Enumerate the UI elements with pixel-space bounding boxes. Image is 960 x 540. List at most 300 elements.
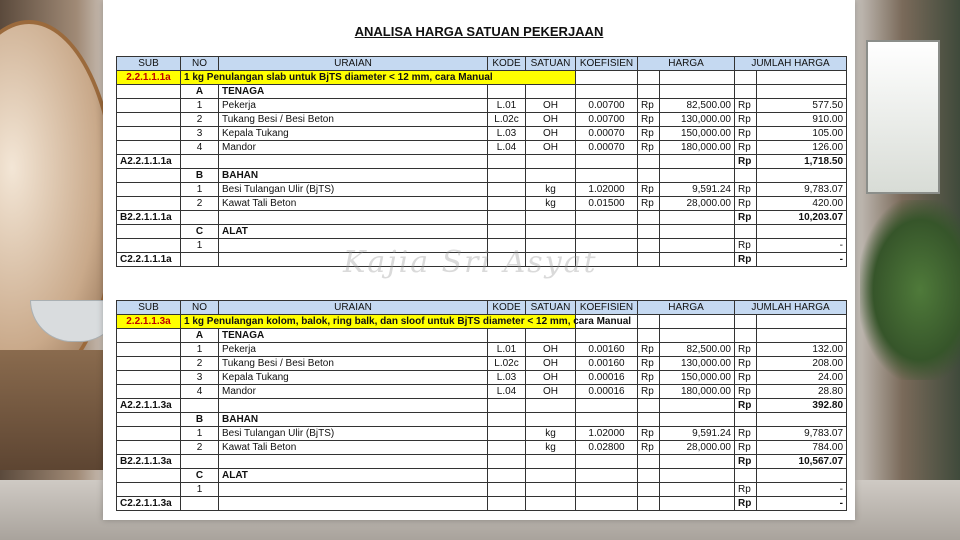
column-header: HARGA	[638, 301, 735, 315]
empty-cell	[735, 71, 757, 85]
row-unit: kg	[526, 183, 576, 197]
subtotal-code: C2.2.1.1.1a	[117, 253, 181, 267]
empty-cell	[660, 315, 735, 329]
empty-cell	[488, 469, 526, 483]
row-code: L.04	[488, 385, 526, 399]
row-total: 9,783.07	[757, 427, 847, 441]
row-description: Pekerja	[219, 99, 488, 113]
row-unit: OH	[526, 99, 576, 113]
subtotal-currency: Rp	[735, 497, 757, 511]
row-code: L.03	[488, 127, 526, 141]
subtotal-row	[117, 497, 847, 511]
column-header: NO	[181, 57, 219, 71]
block-description: 1 kg Penulangan slab untuk BjTS diameter < 12 mm, cara Manual	[181, 71, 576, 85]
header-row	[117, 301, 847, 315]
row-price-currency: Rp	[638, 357, 660, 371]
empty-cell	[117, 357, 181, 371]
subtotal-currency: Rp	[735, 399, 757, 413]
empty-cell	[757, 329, 847, 343]
row-description: Kepala Tukang	[219, 371, 488, 385]
empty-cell	[638, 455, 660, 469]
empty-cell	[526, 211, 576, 225]
column-header: URAIAN	[219, 57, 488, 71]
row-coefficient: 0.00016	[576, 385, 638, 399]
empty-cell	[526, 253, 576, 267]
section-row	[117, 225, 847, 239]
table-row	[117, 127, 847, 141]
empty-cell	[488, 455, 526, 469]
row-total: 910.00	[757, 113, 847, 127]
column-header: SATUAN	[526, 57, 576, 71]
row-number: 3	[181, 371, 219, 385]
empty-cell	[576, 225, 638, 239]
background-window	[866, 40, 940, 194]
row-coefficient: 0.02800	[576, 441, 638, 455]
row-price	[660, 483, 735, 497]
subtotal-value: 1,718.50	[757, 155, 847, 169]
subtotal-currency: Rp	[735, 253, 757, 267]
empty-cell	[219, 155, 488, 169]
table-row	[117, 357, 847, 371]
empty-cell	[181, 155, 219, 169]
empty-cell	[638, 155, 660, 169]
block-description: 1 kg Penulangan kolom, balok, ring balk, dan sloof untuk BjTS diameter < 12 mm, cara Manual	[181, 315, 576, 329]
empty-cell	[576, 497, 638, 511]
empty-cell	[757, 413, 847, 427]
row-price: 28,000.00	[660, 441, 735, 455]
empty-cell	[526, 85, 576, 99]
empty-cell	[660, 329, 735, 343]
table-row	[117, 343, 847, 357]
row-unit	[526, 483, 576, 497]
empty-cell	[488, 413, 526, 427]
row-coefficient: 0.00160	[576, 343, 638, 357]
empty-cell	[757, 169, 847, 183]
empty-cell	[117, 427, 181, 441]
empty-cell	[526, 497, 576, 511]
empty-cell	[735, 225, 757, 239]
row-number: 1	[181, 183, 219, 197]
subtotal-code: C2.2.1.1.3a	[117, 497, 181, 511]
row-total-currency: Rp	[735, 127, 757, 141]
empty-cell	[117, 183, 181, 197]
row-price-currency: Rp	[638, 141, 660, 155]
row-price-currency: Rp	[638, 371, 660, 385]
row-price-currency	[638, 239, 660, 253]
row-price: 82,500.00	[660, 343, 735, 357]
row-price: 150,000.00	[660, 127, 735, 141]
empty-cell	[117, 141, 181, 155]
section-letter: C	[181, 225, 219, 239]
row-coefficient: 0.00700	[576, 99, 638, 113]
section-name: ALAT	[219, 225, 488, 239]
row-description: Kawat Tali Beton	[219, 441, 488, 455]
row-code	[488, 239, 526, 253]
row-coefficient: 0.00070	[576, 141, 638, 155]
empty-cell	[576, 413, 638, 427]
empty-cell	[181, 399, 219, 413]
row-number: 2	[181, 441, 219, 455]
row-price: 28,000.00	[660, 197, 735, 211]
row-total-currency: Rp	[735, 371, 757, 385]
row-unit: OH	[526, 343, 576, 357]
page-title-text: ANALISA HARGA SATUAN PEKERJAAN	[354, 24, 604, 39]
column-header: JUMLAH HARGA	[735, 57, 847, 71]
empty-cell	[117, 371, 181, 385]
row-price-currency	[638, 483, 660, 497]
row-description: Kawat Tali Beton	[219, 197, 488, 211]
row-price	[660, 239, 735, 253]
column-header: NO	[181, 301, 219, 315]
empty-cell	[638, 399, 660, 413]
section-name: TENAGA	[219, 329, 488, 343]
row-price-currency: Rp	[638, 113, 660, 127]
empty-cell	[660, 211, 735, 225]
row-code	[488, 483, 526, 497]
empty-cell	[117, 441, 181, 455]
empty-cell	[757, 71, 847, 85]
row-total-currency: Rp	[735, 343, 757, 357]
row-total: 132.00	[757, 343, 847, 357]
empty-cell	[735, 315, 757, 329]
row-total: 577.50	[757, 99, 847, 113]
row-coefficient: 0.01500	[576, 197, 638, 211]
empty-cell	[576, 253, 638, 267]
row-unit: kg	[526, 427, 576, 441]
empty-cell	[757, 315, 847, 329]
empty-cell	[488, 155, 526, 169]
section-row	[117, 329, 847, 343]
empty-cell	[660, 413, 735, 427]
subtotal-value: 392.80	[757, 399, 847, 413]
row-total: 784.00	[757, 441, 847, 455]
row-coefficient: 0.00016	[576, 371, 638, 385]
row-code	[488, 197, 526, 211]
row-description: Mandor	[219, 141, 488, 155]
row-price: 180,000.00	[660, 385, 735, 399]
row-coefficient: 0.00700	[576, 113, 638, 127]
empty-cell	[638, 253, 660, 267]
row-unit: OH	[526, 113, 576, 127]
section-name: BAHAN	[219, 169, 488, 183]
row-unit: OH	[526, 141, 576, 155]
row-description: Kepala Tukang	[219, 127, 488, 141]
section-row	[117, 85, 847, 99]
row-description	[219, 483, 488, 497]
row-total: -	[757, 483, 847, 497]
empty-cell	[219, 399, 488, 413]
empty-cell	[735, 329, 757, 343]
row-unit: kg	[526, 441, 576, 455]
empty-cell	[576, 399, 638, 413]
empty-cell	[757, 85, 847, 99]
row-total: 9,783.07	[757, 183, 847, 197]
row-price: 82,500.00	[660, 99, 735, 113]
block-title-row	[117, 71, 847, 85]
row-price: 180,000.00	[660, 141, 735, 155]
empty-cell	[526, 413, 576, 427]
empty-cell	[488, 253, 526, 267]
row-description: Pekerja	[219, 343, 488, 357]
row-number: 4	[181, 141, 219, 155]
row-description	[219, 239, 488, 253]
row-code: L.02c	[488, 113, 526, 127]
row-code: L.02c	[488, 357, 526, 371]
empty-cell	[117, 343, 181, 357]
subtotal-value: -	[757, 497, 847, 511]
empty-cell	[638, 85, 660, 99]
watermark-signature: Kajia Sri Asyat	[343, 245, 598, 280]
row-price-currency: Rp	[638, 385, 660, 399]
row-unit: OH	[526, 385, 576, 399]
row-coefficient: 1.02000	[576, 427, 638, 441]
row-coefficient: 1.02000	[576, 183, 638, 197]
row-coefficient	[576, 483, 638, 497]
row-code: L.04	[488, 141, 526, 155]
empty-cell	[526, 469, 576, 483]
section-name: TENAGA	[219, 85, 488, 99]
row-total-currency: Rp	[735, 197, 757, 211]
empty-cell	[660, 169, 735, 183]
empty-cell	[638, 225, 660, 239]
page-title	[103, 24, 855, 39]
empty-cell	[660, 399, 735, 413]
row-unit: OH	[526, 127, 576, 141]
block-title-row	[117, 315, 847, 329]
row-description: Mandor	[219, 385, 488, 399]
empty-cell	[576, 455, 638, 469]
empty-cell	[488, 329, 526, 343]
subtotal-value: 10,567.07	[757, 455, 847, 469]
subtotal-row	[117, 253, 847, 267]
empty-cell	[117, 413, 181, 427]
empty-cell	[117, 469, 181, 483]
empty-cell	[488, 399, 526, 413]
table-row	[117, 371, 847, 385]
subtotal-code: B2.2.1.1.3a	[117, 455, 181, 469]
column-header: KOEFISIEN	[576, 301, 638, 315]
background-plant	[860, 200, 960, 380]
subtotal-value: 10,203.07	[757, 211, 847, 225]
row-total: 105.00	[757, 127, 847, 141]
empty-cell	[576, 211, 638, 225]
empty-cell	[117, 329, 181, 343]
row-total-currency: Rp	[735, 183, 757, 197]
empty-cell	[757, 469, 847, 483]
row-number: 1	[181, 239, 219, 253]
empty-cell	[181, 211, 219, 225]
row-number: 2	[181, 357, 219, 371]
empty-cell	[488, 497, 526, 511]
empty-cell	[117, 169, 181, 183]
document-page	[103, 0, 855, 520]
row-total-currency: Rp	[735, 427, 757, 441]
empty-cell	[117, 225, 181, 239]
row-number: 1	[181, 99, 219, 113]
subtotal-currency: Rp	[735, 211, 757, 225]
row-total-currency: Rp	[735, 385, 757, 399]
empty-cell	[660, 455, 735, 469]
empty-cell	[735, 469, 757, 483]
empty-cell	[757, 225, 847, 239]
empty-cell	[526, 155, 576, 169]
empty-cell	[117, 197, 181, 211]
row-price-currency: Rp	[638, 197, 660, 211]
section-letter: B	[181, 413, 219, 427]
row-total: 208.00	[757, 357, 847, 371]
section-letter: A	[181, 329, 219, 343]
column-header: URAIAN	[219, 301, 488, 315]
table-row	[117, 99, 847, 113]
ahs-table-1	[116, 56, 847, 267]
row-total: 28.80	[757, 385, 847, 399]
row-unit	[526, 239, 576, 253]
empty-cell	[526, 329, 576, 343]
row-price-currency: Rp	[638, 183, 660, 197]
empty-cell	[488, 211, 526, 225]
empty-cell	[660, 85, 735, 99]
empty-cell	[117, 239, 181, 253]
row-number: 3	[181, 127, 219, 141]
empty-cell	[576, 329, 638, 343]
empty-cell	[660, 71, 735, 85]
row-price: 9,591.24	[660, 427, 735, 441]
empty-cell	[488, 169, 526, 183]
row-price-currency: Rp	[638, 127, 660, 141]
subtotal-row	[117, 155, 847, 169]
section-row	[117, 469, 847, 483]
row-code	[488, 183, 526, 197]
table-row	[117, 427, 847, 441]
table-row	[117, 239, 847, 253]
background-cabinet	[0, 350, 110, 470]
row-code	[488, 441, 526, 455]
table-row	[117, 113, 847, 127]
empty-cell	[181, 455, 219, 469]
empty-cell	[576, 469, 638, 483]
header-row	[117, 57, 847, 71]
row-price-currency: Rp	[638, 343, 660, 357]
empty-cell	[219, 211, 488, 225]
empty-cell	[735, 413, 757, 427]
row-number: 1	[181, 343, 219, 357]
section-name: ALAT	[219, 469, 488, 483]
column-header: SUB	[117, 301, 181, 315]
empty-cell	[181, 253, 219, 267]
empty-cell	[219, 253, 488, 267]
row-total-currency: Rp	[735, 441, 757, 455]
column-header: SUB	[117, 57, 181, 71]
empty-cell	[576, 169, 638, 183]
column-header: KOEFISIEN	[576, 57, 638, 71]
row-total-currency: Rp	[735, 99, 757, 113]
section-letter: A	[181, 85, 219, 99]
section-row	[117, 169, 847, 183]
table-row	[117, 483, 847, 497]
row-code	[488, 427, 526, 441]
row-price-currency: Rp	[638, 441, 660, 455]
empty-cell	[735, 85, 757, 99]
row-code: L.01	[488, 99, 526, 113]
empty-cell	[660, 469, 735, 483]
empty-cell	[576, 155, 638, 169]
row-total-currency: Rp	[735, 113, 757, 127]
empty-cell	[576, 71, 638, 85]
row-unit: OH	[526, 357, 576, 371]
empty-cell	[526, 399, 576, 413]
section-name: BAHAN	[219, 413, 488, 427]
row-total: 420.00	[757, 197, 847, 211]
row-description: Tukang Besi / Besi Beton	[219, 113, 488, 127]
row-number: 4	[181, 385, 219, 399]
empty-cell	[638, 169, 660, 183]
row-price: 130,000.00	[660, 113, 735, 127]
empty-cell	[660, 497, 735, 511]
empty-cell	[638, 329, 660, 343]
empty-cell	[117, 385, 181, 399]
table-row	[117, 141, 847, 155]
subtotal-code: A2.2.1.1.3a	[117, 399, 181, 413]
row-total-currency: Rp	[735, 141, 757, 155]
row-description: Tukang Besi / Besi Beton	[219, 357, 488, 371]
empty-cell	[117, 127, 181, 141]
empty-cell	[117, 99, 181, 113]
row-description: Besi Tulangan Ulir (BjTS)	[219, 427, 488, 441]
column-header: JUMLAH HARGA	[735, 301, 847, 315]
subtotal-code: A2.2.1.1.1a	[117, 155, 181, 169]
row-price: 9,591.24	[660, 183, 735, 197]
empty-cell	[660, 253, 735, 267]
empty-cell	[735, 169, 757, 183]
subtotal-code: B2.2.1.1.1a	[117, 211, 181, 225]
ahs-table-2	[116, 300, 847, 511]
row-number: 2	[181, 113, 219, 127]
empty-cell	[488, 225, 526, 239]
row-price: 150,000.00	[660, 371, 735, 385]
section-letter: B	[181, 169, 219, 183]
empty-cell	[526, 455, 576, 469]
row-total: 126.00	[757, 141, 847, 155]
empty-cell	[117, 113, 181, 127]
row-coefficient: 0.00070	[576, 127, 638, 141]
empty-cell	[638, 71, 660, 85]
empty-cell	[488, 85, 526, 99]
row-total-currency: Rp	[735, 239, 757, 253]
empty-cell	[660, 225, 735, 239]
row-total-currency: Rp	[735, 483, 757, 497]
row-coefficient	[576, 239, 638, 253]
block-code: 2.2.1.1.3a	[117, 315, 181, 329]
empty-cell	[638, 469, 660, 483]
subtotal-row	[117, 211, 847, 225]
row-unit: OH	[526, 371, 576, 385]
empty-cell	[181, 497, 219, 511]
subtotal-currency: Rp	[735, 155, 757, 169]
empty-cell	[638, 497, 660, 511]
empty-cell	[576, 85, 638, 99]
column-header: HARGA	[638, 57, 735, 71]
row-price: 130,000.00	[660, 357, 735, 371]
column-header: SATUAN	[526, 301, 576, 315]
row-price-currency: Rp	[638, 427, 660, 441]
row-code: L.01	[488, 343, 526, 357]
subtotal-currency: Rp	[735, 455, 757, 469]
section-letter: C	[181, 469, 219, 483]
row-number: 1	[181, 427, 219, 441]
subtotal-value: -	[757, 253, 847, 267]
row-total: -	[757, 239, 847, 253]
table-row	[117, 385, 847, 399]
